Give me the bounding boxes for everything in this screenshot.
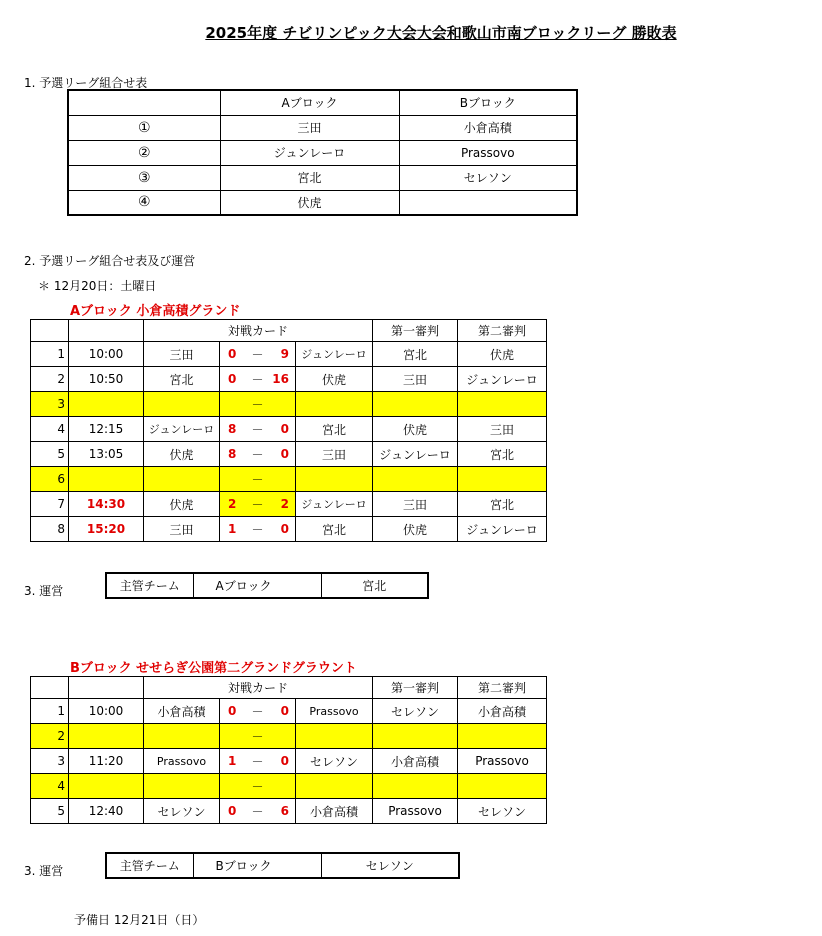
home-team — [144, 392, 220, 417]
referee-2: 宮北 — [458, 492, 547, 517]
seed-label: ② — [68, 140, 220, 165]
table-row — [31, 517, 547, 542]
referee-1: ジュンレーロ — [373, 442, 458, 467]
referee-1: セレソン — [373, 699, 458, 724]
header-card: 対戦カード — [144, 320, 373, 342]
table-row — [31, 417, 547, 442]
away-team: ジュンレーロ — [296, 342, 373, 367]
home-team: 小倉高積 — [144, 699, 220, 724]
ops-label: 主管チーム — [106, 853, 193, 878]
match-time: 14:30 — [69, 492, 144, 517]
score-dash: － — [246, 724, 270, 749]
referee-1 — [373, 774, 458, 799]
match-number: 5 — [31, 799, 69, 824]
home-team: ジュンレーロ — [144, 417, 220, 442]
referee-1 — [373, 724, 458, 749]
match-number: 3 — [31, 749, 69, 774]
group-table — [67, 89, 578, 216]
referee-1: 三田 — [373, 492, 458, 517]
ops-team: 宮北 — [321, 573, 428, 598]
ops-heading-b: 3. 運営 — [24, 864, 64, 878]
match-number: 3 — [31, 392, 69, 417]
ops-heading-a: 3. 運営 — [24, 584, 64, 598]
away-score — [270, 392, 296, 417]
match-time: 11:20 — [69, 749, 144, 774]
header-blank — [69, 320, 144, 342]
referee-2 — [458, 774, 547, 799]
table-row — [31, 467, 547, 492]
table-row — [68, 190, 577, 215]
match-number: 5 — [31, 442, 69, 467]
match-time: 10:00 — [69, 699, 144, 724]
reserve-day: 予備日 12月21日（日） — [74, 913, 205, 927]
away-team: 三田 — [296, 442, 373, 467]
table-row — [31, 492, 547, 517]
team-a: 三田 — [220, 115, 399, 140]
home-team: 伏虎 — [144, 442, 220, 467]
away-team: 宮北 — [296, 417, 373, 442]
referee-1 — [373, 467, 458, 492]
away-score — [270, 774, 296, 799]
referee-1: 伏虎 — [373, 417, 458, 442]
ops-table-a — [105, 572, 429, 599]
schedule-header — [31, 677, 547, 699]
home-team: 宮北 — [144, 367, 220, 392]
home-team: Prassovo — [144, 749, 220, 774]
ops-table-b — [105, 852, 460, 879]
team-b: 小倉高積 — [399, 115, 577, 140]
home-score — [220, 467, 246, 492]
match-number: 8 — [31, 517, 69, 542]
block-a-title: Aブロック 小倉高積グランド — [70, 304, 241, 319]
team-a: 伏虎 — [220, 190, 399, 215]
referee-2: 宮北 — [458, 442, 547, 467]
away-score — [270, 467, 296, 492]
match-number: 1 — [31, 342, 69, 367]
home-team — [144, 724, 220, 749]
away-team: Prassovo — [296, 699, 373, 724]
home-score: 0 — [220, 367, 246, 392]
referee-2 — [458, 467, 547, 492]
away-team — [296, 392, 373, 417]
referee-2: セレソン — [458, 799, 547, 824]
referee-1: 伏虎 — [373, 517, 458, 542]
home-score: 1 — [220, 517, 246, 542]
match-time — [69, 392, 144, 417]
group-header-b: Bブロック — [399, 90, 577, 115]
score-dash: － — [246, 417, 270, 442]
away-score: 0 — [270, 749, 296, 774]
table-row — [31, 749, 547, 774]
home-score: 8 — [220, 442, 246, 467]
match-time: 10:00 — [69, 342, 144, 367]
home-team — [144, 774, 220, 799]
match-date: ＊ 12月20日：土曜日 — [38, 279, 157, 293]
referee-2: ジュンレーロ — [458, 517, 547, 542]
match-number: 4 — [31, 417, 69, 442]
home-score: 8 — [220, 417, 246, 442]
block-b-title: Bブロック せせらぎ公園第二グランドグラウント — [70, 661, 357, 676]
score-dash: － — [246, 799, 270, 824]
table-row — [31, 442, 547, 467]
away-score: 16 — [270, 367, 296, 392]
table-row — [31, 699, 547, 724]
referee-1: 小倉高積 — [373, 749, 458, 774]
ops-label: 主管チーム — [106, 573, 193, 598]
referee-1: Prassovo — [373, 799, 458, 824]
referee-2: 伏虎 — [458, 342, 547, 367]
score-dash: － — [246, 342, 270, 367]
home-score: 0 — [220, 799, 246, 824]
away-score: 0 — [270, 699, 296, 724]
ops-team: セレソン — [321, 853, 459, 878]
table-row — [68, 115, 577, 140]
header-ref2: 第二審判 — [458, 320, 547, 342]
team-b: Prassovo — [399, 140, 577, 165]
header-blank — [31, 320, 69, 342]
home-score: 2 — [220, 492, 246, 517]
referee-2: ジュンレーロ — [458, 367, 547, 392]
referee-2: 小倉高積 — [458, 699, 547, 724]
away-score: 9 — [270, 342, 296, 367]
score-dash: － — [246, 492, 270, 517]
table-row — [31, 799, 547, 824]
header-ref1: 第一審判 — [373, 320, 458, 342]
score-dash: － — [246, 517, 270, 542]
header-card: 対戦カード — [144, 677, 373, 699]
home-score — [220, 774, 246, 799]
header-ref1: 第一審判 — [373, 677, 458, 699]
match-number: 2 — [31, 724, 69, 749]
score-dash: － — [246, 749, 270, 774]
away-score: 6 — [270, 799, 296, 824]
score-dash: － — [246, 699, 270, 724]
away-team — [296, 774, 373, 799]
referee-1: 三田 — [373, 367, 458, 392]
seed-label: ④ — [68, 190, 220, 215]
referee-2 — [458, 724, 547, 749]
match-time: 10:50 — [69, 367, 144, 392]
block-b-schedule — [30, 676, 547, 824]
group-header-a: Aブロック — [220, 90, 399, 115]
home-team: 伏虎 — [144, 492, 220, 517]
team-a: ジュンレーロ — [220, 140, 399, 165]
team-b: セレソン — [399, 165, 577, 190]
away-team: セレソン — [296, 749, 373, 774]
match-number: 7 — [31, 492, 69, 517]
page-title: 2025年度 チビリンピック大会大会和歌山市南ブロックリーグ 勝敗表 — [205, 24, 677, 42]
match-time: 15:20 — [69, 517, 144, 542]
home-score: 0 — [220, 342, 246, 367]
home-team: セレソン — [144, 799, 220, 824]
score-dash: － — [246, 392, 270, 417]
team-a: 宮北 — [220, 165, 399, 190]
table-row — [31, 724, 547, 749]
away-score — [270, 724, 296, 749]
home-team — [144, 467, 220, 492]
match-time — [69, 467, 144, 492]
home-score: 0 — [220, 699, 246, 724]
table-row — [68, 165, 577, 190]
score-dash: － — [246, 467, 270, 492]
group-table-header — [68, 90, 577, 115]
referee-2 — [458, 392, 547, 417]
score-dash: － — [246, 442, 270, 467]
home-score: 1 — [220, 749, 246, 774]
table-row — [68, 140, 577, 165]
home-team: 三田 — [144, 342, 220, 367]
match-time: 13:05 — [69, 442, 144, 467]
score-dash: － — [246, 774, 270, 799]
away-team — [296, 724, 373, 749]
header-blank — [31, 677, 69, 699]
away-team: ジュンレーロ — [296, 492, 373, 517]
away-score: 0 — [270, 417, 296, 442]
home-team: 三田 — [144, 517, 220, 542]
away-team — [296, 467, 373, 492]
away-score: 0 — [270, 517, 296, 542]
schedule-header — [31, 320, 547, 342]
home-score — [220, 392, 246, 417]
away-team: 伏虎 — [296, 367, 373, 392]
away-score: 0 — [270, 442, 296, 467]
ops-row — [106, 853, 459, 878]
seed-label: ① — [68, 115, 220, 140]
table-row — [31, 367, 547, 392]
match-number: 4 — [31, 774, 69, 799]
referee-1: 宮北 — [373, 342, 458, 367]
team-b — [399, 190, 577, 215]
match-time: 12:40 — [69, 799, 144, 824]
match-time: 12:15 — [69, 417, 144, 442]
block-a-schedule — [30, 319, 547, 542]
referee-1 — [373, 392, 458, 417]
table-row — [31, 774, 547, 799]
header-blank — [69, 677, 144, 699]
section1-heading: 1. 予選リーグ組合せ表 — [24, 76, 148, 90]
referee-2: Prassovo — [458, 749, 547, 774]
score-dash: － — [246, 367, 270, 392]
match-time — [69, 724, 144, 749]
match-number: 1 — [31, 699, 69, 724]
header-ref2: 第二審判 — [458, 677, 547, 699]
referee-2: 三田 — [458, 417, 547, 442]
table-row — [31, 342, 547, 367]
table-row — [31, 392, 547, 417]
home-score — [220, 724, 246, 749]
ops-block: Aブロック — [193, 573, 321, 598]
match-time — [69, 774, 144, 799]
section2-heading: 2. 予選リーグ組合せ表及び運営 — [24, 254, 196, 268]
away-score: 2 — [270, 492, 296, 517]
seed-label: ③ — [68, 165, 220, 190]
ops-block: Bブロック — [193, 853, 321, 878]
away-team: 小倉高積 — [296, 799, 373, 824]
ops-row — [106, 573, 428, 598]
match-number: 2 — [31, 367, 69, 392]
group-header-blank — [68, 90, 220, 115]
match-number: 6 — [31, 467, 69, 492]
away-team: 宮北 — [296, 517, 373, 542]
